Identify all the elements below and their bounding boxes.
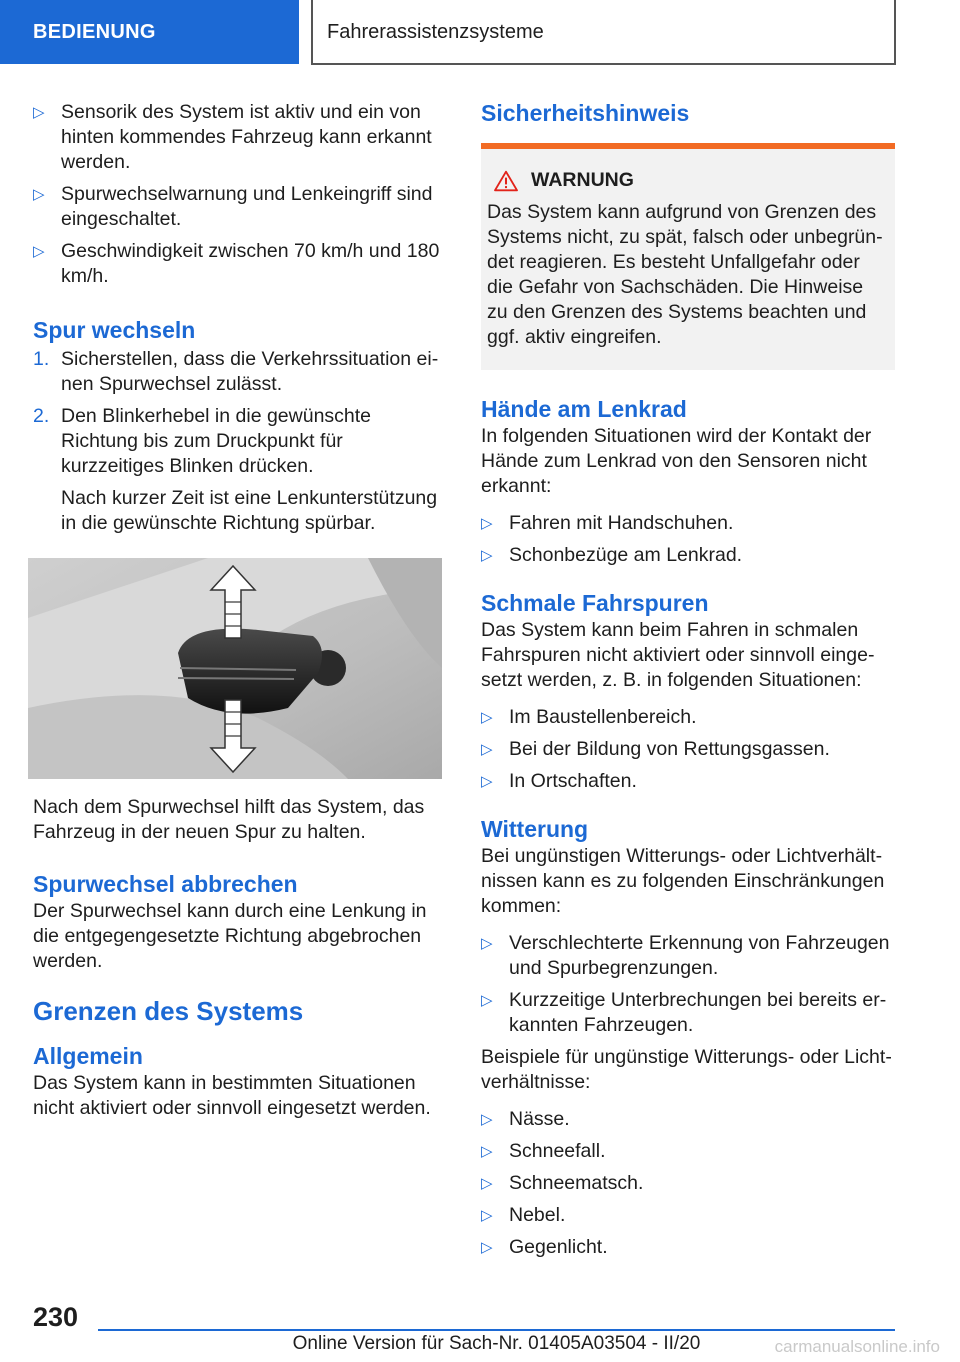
warning-header — [487, 169, 887, 192]
warning-label: WARNUNG — [531, 169, 634, 191]
triangle-bullet-icon: ▷ — [33, 186, 45, 203]
section-heading-general: Allgemein — [33, 1043, 143, 1069]
list-item: ▷ Sensorik des System ist aktiv und ein von hinten kommendes Fahrzeug kann erkannt werden. — [33, 101, 432, 173]
triangle-bullet-icon: ▷ — [33, 104, 45, 121]
list-item: ▷ Nebel. — [481, 1204, 566, 1226]
section-heading-abort: Spurwechsel abbrechen — [33, 871, 298, 897]
list-item: ▷ Kurzzeitige Unterbrechungen bei bereits erkannten Fahrzeugen. — [481, 989, 887, 1036]
step-item: 1. Sicherstellen, dass die Verkehrssituation einen Spurwechsel zulässt. — [33, 348, 439, 395]
triangle-bullet-icon: ▷ — [481, 709, 493, 726]
triangle-bullet-icon: ▷ — [481, 935, 493, 952]
narrow-list — [481, 705, 895, 794]
list-item: ▷ Verschlechterte Erkennung von Fahrzeugen und Spurbegrenzungen. — [481, 932, 890, 979]
triangle-bullet-icon: ▷ — [481, 1239, 493, 1256]
after-image-text: Nach dem Spurwechsel hilft das System, das Fahrzeug in der neuen Spur zu halten. — [33, 796, 425, 843]
page-number: 230 — [33, 1302, 79, 1332]
footer-divider — [98, 1329, 895, 1331]
online-version-text: Online Version für Sach-Nr. 01405A03504 - II/20 — [292, 1333, 701, 1354]
list-item: ▷ Nässe. — [481, 1108, 570, 1130]
hands-text: In folgenden Situationen wird der Kontakt der Hände zum Lenkrad von den Sensoren nicht erkannt: — [481, 425, 872, 497]
warning-box — [481, 143, 895, 370]
warning-triangle-icon — [491, 170, 521, 192]
section-heading-hands: Hände am Lenkrad — [481, 396, 687, 422]
triangle-bullet-icon: ▷ — [33, 243, 45, 260]
list-item: ▷ Geschwindigkeit zwischen 70 km/h und 180 km/h. — [33, 240, 440, 287]
list-item: ▷ Schneematsch. — [481, 1172, 644, 1194]
triangle-bullet-icon: ▷ — [481, 515, 493, 532]
triangle-bullet-icon: ▷ — [481, 1207, 493, 1224]
step-item: 2. Den Blinkerhebel in die gewünschte Richtung bis zum Druckpunkt für kurzzeitiges Blinken drücken. Nach kurzer Zeit ist eine Lenkunterstützung in die gewünschte Richtung spürbar. — [33, 404, 445, 536]
narrow-text: Das System kann beim Fahren in schmalen Fahrspuren nicht aktiviert oder sinnvoll eingesetzt werden, z. B. in folgenden Situationen: — [481, 619, 875, 691]
section-heading-spur-wechseln: Spur wechseln — [33, 317, 196, 343]
section-tab[interactable]: BEDIENUNG — [0, 0, 299, 64]
triangle-bullet-icon: ▷ — [481, 1175, 493, 1192]
list-item: ▷ Schneefall. — [481, 1140, 606, 1162]
list-item: ▷ Schonbezüge am Lenkrad. — [481, 544, 743, 566]
weather-list — [481, 931, 895, 1038]
triangle-bullet-icon: ▷ — [481, 992, 493, 1009]
step-note: Nach kurzer Zeit ist eine Lenkunterstützung in die gewünschte Richtung spürbar. — [61, 487, 438, 534]
section-heading-narrow: Schmale Fahrspuren — [481, 590, 709, 616]
general-text: Das System kann in bestimmten Situationen nicht aktiviert oder sinnvoll eingesetzt werden. — [33, 1072, 431, 1119]
left-column — [33, 100, 445, 1128]
step-number: 1. — [33, 348, 50, 370]
examples-list — [481, 1107, 895, 1260]
examples-text: Beispiele für ungünstige Witterungs- oder Lichtverhältnisse: — [481, 1046, 892, 1093]
section-heading-limits: Grenzen des Systems — [33, 996, 304, 1026]
list-item: ▷ Spurwechselwarnung und Lenkeingriff sind eingeschaltet. — [33, 183, 433, 230]
triangle-bullet-icon: ▷ — [481, 1111, 493, 1128]
right-column — [481, 100, 895, 1267]
hands-list — [481, 511, 895, 568]
turn-signal-lever-image — [28, 558, 442, 779]
step-number: 2. — [33, 405, 50, 427]
abort-text: Der Spurwechsel kann durch eine Lenkung in die entgegengesetzte Richtung abgebrochen werden. — [33, 900, 427, 972]
triangle-bullet-icon: ▷ — [481, 547, 493, 564]
chapter-title: Fahrerassistenzsysteme — [311, 0, 896, 65]
triangle-bullet-icon: ▷ — [481, 1143, 493, 1160]
list-item: ▷ Fahren mit Handschuhen. — [481, 512, 734, 534]
list-item: ▷ Im Baustellenbereich. — [481, 706, 697, 728]
steps-list — [33, 347, 445, 536]
section-heading-safety: Sicherheitshinweis — [481, 100, 690, 126]
list-item: ▷ Gegenlicht. — [481, 1236, 608, 1258]
page-header — [0, 0, 960, 66]
weather-text: Bei ungünstigen Witterungs- oder Lichtverhältnissen kann es zu folgenden Einschränkungen kommen: — [481, 845, 885, 917]
list-item: ▷ In Ortschaften. — [481, 770, 637, 792]
triangle-bullet-icon: ▷ — [481, 741, 493, 758]
list-item: ▷ Bei der Bildung von Rettungsgassen. — [481, 738, 830, 760]
triangle-bullet-icon: ▷ — [481, 773, 493, 790]
section-heading-weather: Witterung — [481, 816, 589, 842]
condition-list — [33, 100, 445, 289]
lever-illustration — [28, 558, 442, 779]
warning-text: Das System kann aufgrund von Grenzen des Systems nicht, zu spät, falsch oder unbegründet reagieren. Es besteht Unfallgefahr oder die Gefahr von Sachschäden. Die Hinweise zu den Grenzen des Systems beachten und ggf. aktiv eingreifen. — [487, 201, 883, 348]
watermark: carmanualsonline.info — [774, 1337, 940, 1356]
